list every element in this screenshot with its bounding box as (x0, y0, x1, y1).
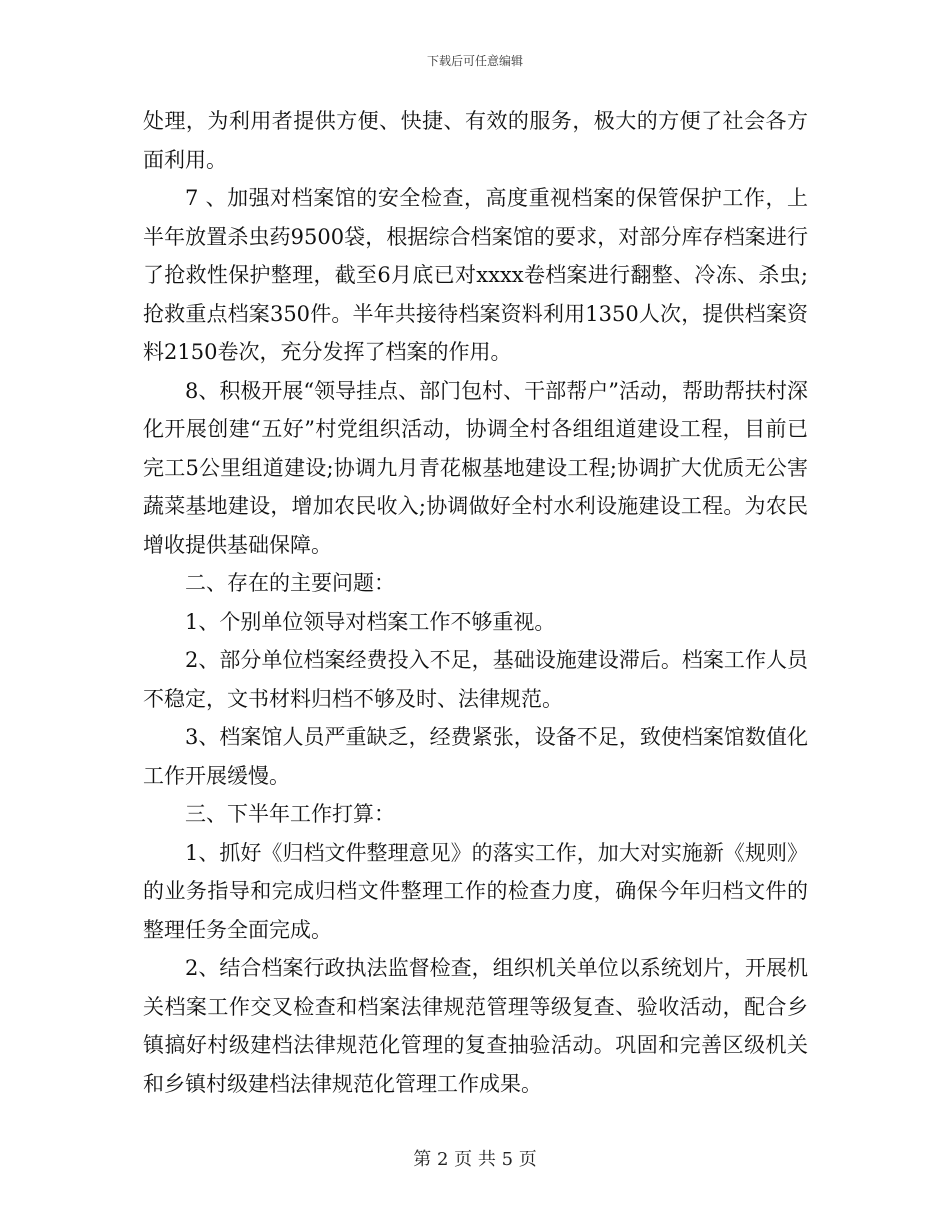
page-header: 下载后可任意编辑 (426, 54, 523, 68)
paragraph-item-8: 8、积极开展“领导挂点、部门包村、干部帮户”活动，帮助帮扶村深化开展创建“五好”村党组织活动，协调全村各组组道建设工程，目前已完工5公里组道建设;协调九月青花椒基地建设工程;协调扩大优质无公害蔬菜基地建设，增加农民收入;协调做好全村水利设施建设工程。为农民增收提供基础保障。 (143, 378, 808, 557)
page-number: 第 2 页 共 5 页 (413, 1149, 537, 1170)
paragraph-problem-1: 1、个别单位领导对档案工作不够重视。 (185, 609, 556, 634)
paragraph-problem-2: 2、部分单位档案经费投入不足，基础设施建设滞后。档案工作人员不稳定，文书材料归档不够及时、法律规范。 (143, 648, 808, 711)
paragraph-item-7: 7 、加强对档案馆的安全检查，高度重视档案的保管保护工作，上半年放置杀虫药9500袋，根据综合档案馆的要求，对部分库存档案进行了抢救性保护整理，截至6月底已对xxxx卷档案进行翻整、冷冻、杀虫;抢救重点档案350件。半年共接待档案资料利用1350人次，提供档案资料2150卷次，充分发挥了档案的作用。 (143, 186, 808, 364)
section-heading-problems: 二、存在的主要问题： (185, 571, 395, 595)
section-heading-plans: 三、下半年工作打算： (185, 802, 395, 826)
paragraph-continuation: 处理，为利用者提供方便、快捷、有效的服务，极大的方便了社会各方面利用。 (143, 109, 808, 172)
paragraph-problem-3: 3、档案馆人员严重缺乏，经费紧张，设备不足，致使档案馆数值化工作开展缓慢。 (143, 725, 808, 788)
document-body (143, 102, 808, 1103)
paragraph-plan-1: 1、抓好《归档文件整理意见》的落实工作，加大对实施新《规则》的业务指导和完成归档文件整理工作的检查力度，确保今年归档文件的整理任务全面完成。 (143, 840, 808, 942)
paragraph-plan-2: 2、结合档案行政执法监督检查，组织机关单位以系统划片，开展机关档案工作交叉检查和档案法律规范管理等级复查、验收活动，配合乡镇搞好村级建档法律规范化管理的复查抽验活动。巩固和完善区级机关和乡镇村级建档法律规范化管理工作成果。 (143, 956, 808, 1096)
